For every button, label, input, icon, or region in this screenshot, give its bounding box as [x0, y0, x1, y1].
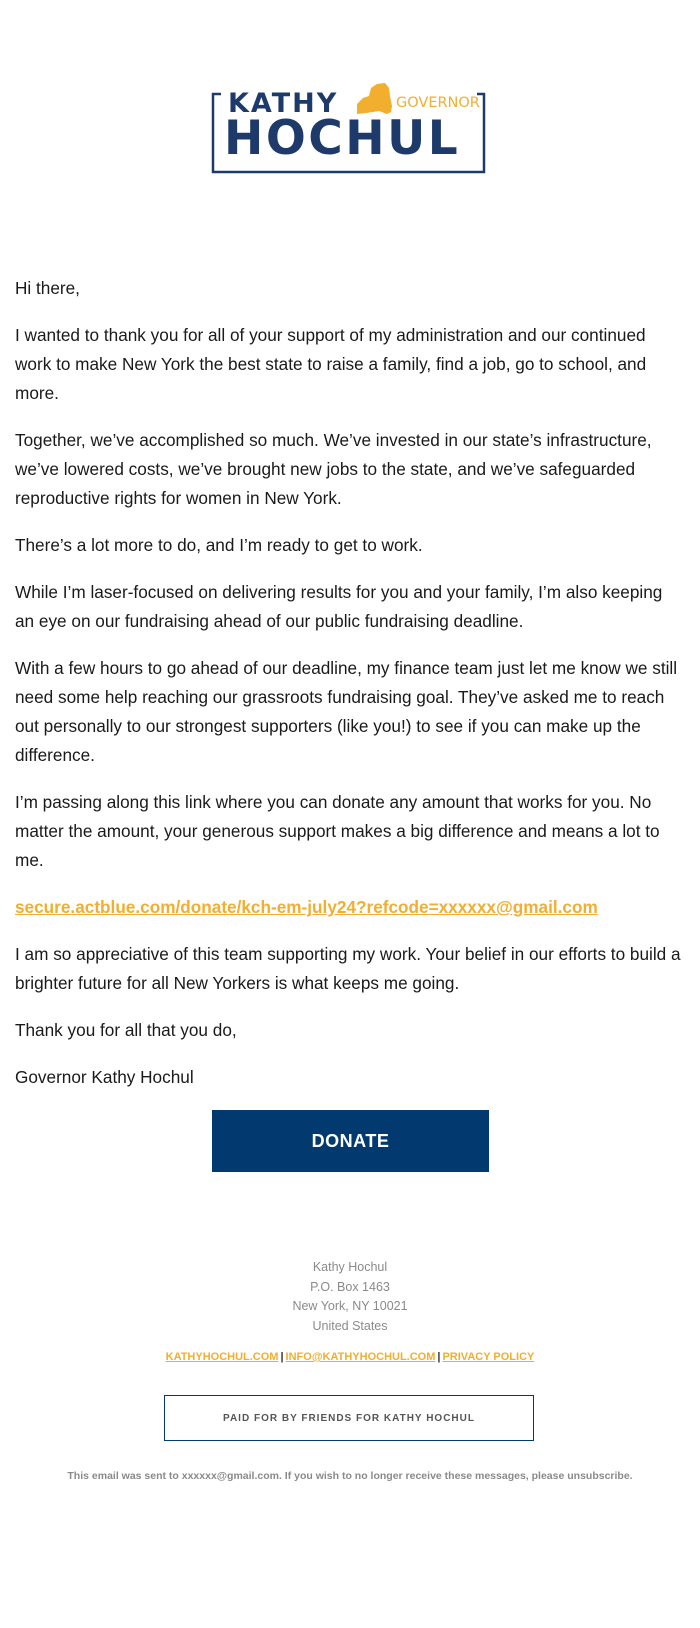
address-city: New York, NY 10021 — [292, 1299, 408, 1313]
donate-button[interactable]: DONATE — [212, 1110, 489, 1172]
signature: Governor Kathy Hochul — [15, 1067, 194, 1087]
paragraph-1: I wanted to thank you for all of your support of my administration and our continued work to make New York the best state to raise a family, find a job, go to school, and more. — [15, 325, 647, 403]
paragraph-5: With a few hours to go ahead of our deadline, my finance team just let me know we still need some help reaching our grassroots fundraising goal. They’ve asked me to reach out personally to our strongest supporters (like you!) to see if you can make up the difference. — [15, 658, 678, 765]
closing: Thank you for all that you do, — [15, 1020, 237, 1040]
paragraph-7: I am so appreciative of this team supporting my work. Your belief in our efforts to build a brighter future for all New Yorkers is what keeps me going. — [15, 944, 681, 993]
paragraph-2: Together, we’ve accomplished so much. We’ve invested in our state’s infrastructure, we’ve lowered costs, we’ve brought new jobs to the state, and we’ve safeguarded reproductive rights for women in New York. — [15, 430, 652, 508]
address-name: Kathy Hochul — [312, 1260, 388, 1274]
unsubscribe-notice[interactable]: This email was sent to xxxxxx@gmail.com. If you wish to no longer receive these messages, please unsubscribe. — [67, 1470, 633, 1482]
website-link[interactable]: KATHYHOCHUL.COM — [165, 1351, 279, 1363]
link-separator: | — [280, 1351, 284, 1363]
logo-office: GOVERNOR — [396, 95, 480, 111]
logo-graphic — [211, 82, 487, 178]
address-po-box: P.O. Box 1463 — [310, 1279, 390, 1294]
email-body — [15, 274, 685, 1110]
address-country: United States — [312, 1318, 388, 1333]
donate-link[interactable]: secure.actblue.com/donate/kch-em-july24?refcode=xxxxxx@gmail.com — [15, 897, 598, 917]
link-separator: | — [437, 1351, 441, 1363]
new-york-state-icon — [357, 83, 392, 114]
footer-address — [0, 1258, 700, 1336]
paragraph-6: I’m passing along this link where you can donate any amount that works for you. No matter the amount, your generous support makes a big difference and means a lot to me. — [15, 792, 660, 870]
privacy-policy-link[interactable]: PRIVACY POLICY — [442, 1351, 535, 1363]
footer-links — [0, 1351, 700, 1363]
paragraph-4: While I’m laser-focused on delivering results for you and your family, I’m also keeping an eye on our fundraising ahead of our public fundraising deadline. — [15, 582, 663, 631]
logo-last-name: HOCHUL — [224, 111, 461, 166]
campaign-logo — [211, 82, 487, 178]
greeting: Hi there, — [15, 278, 80, 298]
paragraph-3: There’s a lot more to do, and I’m ready to get to work. — [15, 535, 423, 555]
email-link[interactable]: INFO@KATHYHOCHUL.COM — [285, 1351, 436, 1363]
logo-first-name: KATHY — [228, 88, 339, 119]
paid-for-disclaimer: PAID FOR BY FRIENDS FOR KATHY HOCHUL — [164, 1395, 534, 1441]
